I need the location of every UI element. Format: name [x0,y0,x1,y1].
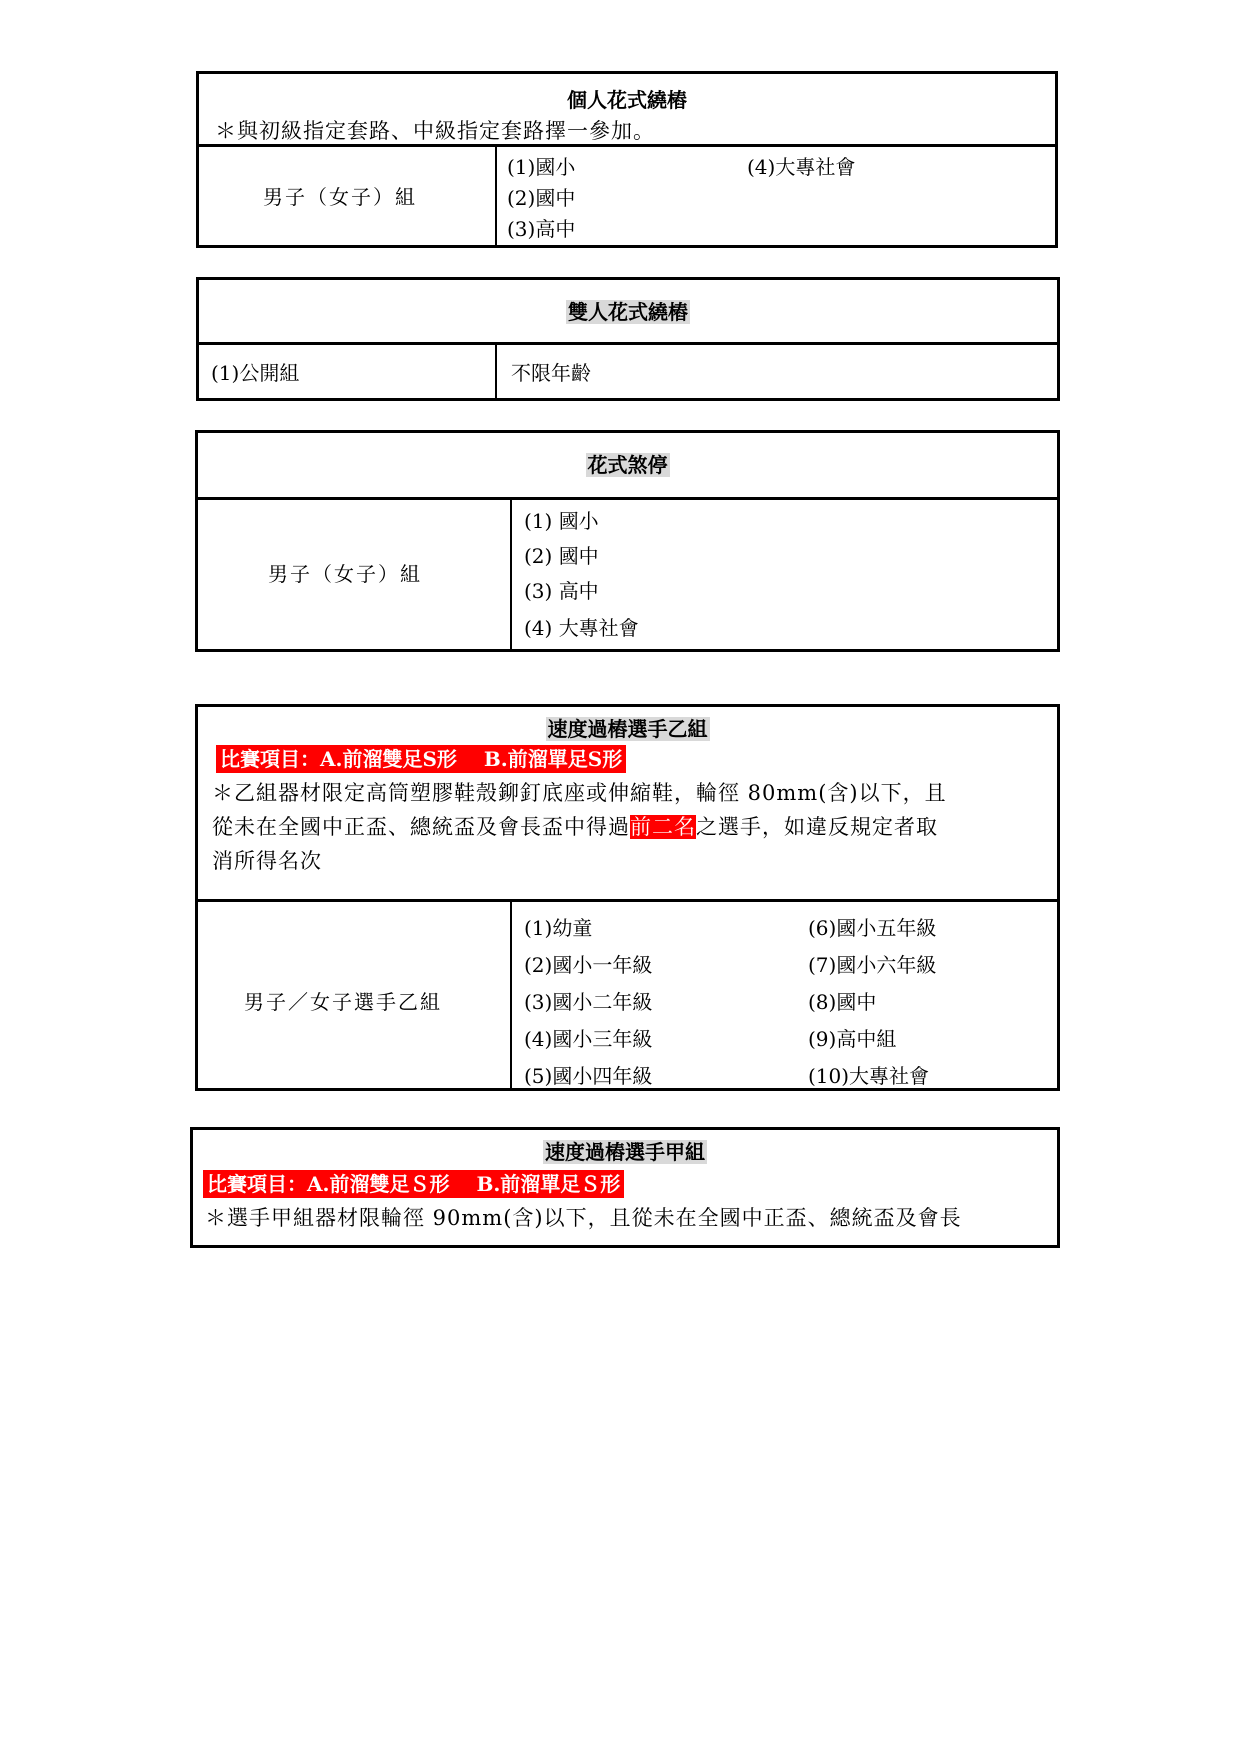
list-item: (4) 大專社會 [524,616,639,640]
table-title: 速度過樁選手乙組 [547,717,708,741]
list-item: (1)國小 [507,155,576,179]
events-banner: 比賽項目：A.前溜雙足Ｓ形 B.前溜單足Ｓ形 [203,1168,624,1197]
list-item: (6)國小五年級 [808,916,937,940]
table-speed-slalom-a [190,1127,1060,1248]
table-individual-freestyle [196,71,1058,248]
age-label: 不限年齡 [511,361,591,385]
group-label: (1)公開組 [211,361,300,385]
list-item: (5)國小四年級 [524,1064,653,1088]
list-item: (8)國中 [808,990,877,1014]
list-item: (1)幼童 [524,916,593,940]
rule-note-line-1: ＊乙組器材限定高筒塑膠鞋殼鉚釘底座或伸縮鞋，輪徑 80mm(含)以下，且 [212,781,947,805]
list-item: (3) 高中 [524,579,599,603]
table-title: 雙人花式繞樁 [568,300,688,324]
table-body-row [198,497,1057,649]
table-body-row [198,899,1057,1088]
table-body-row [199,342,1057,398]
table-freestyle-braking [195,430,1060,652]
list-item: (4)國小三年級 [524,1027,653,1051]
list-item: (3)國小二年級 [524,990,653,1014]
table-title: 花式煞停 [587,453,668,477]
list-item: (3)高中 [507,217,576,241]
list-item: (9)高中組 [808,1027,897,1051]
rule-note: ＊選手甲組器材限輪徑 90mm(含)以下，且從未在全國中正盃、總統盃及會長 [205,1206,962,1230]
highlight-top-two: 前二名 [630,815,696,839]
table-note: ＊與初級指定套路、中級指定套路擇一參加。 [215,119,655,143]
list-item: (2)國小一年級 [524,953,653,977]
table-title: 個人花式繞樁 [567,88,687,112]
events-banner: 比賽項目：A.前溜雙足S形 B.前溜單足S形 [216,743,626,772]
rule-note-line-2: 從未在全國中正盃、總統盃及會長盃中得過前二名之選手，如違反規定者取 [212,815,938,839]
list-item: (1) 國小 [524,509,599,533]
list-item: (2)國中 [507,186,576,210]
list-item: (4)大專社會 [747,155,856,179]
group-label: 男子（女子）組 [268,562,422,586]
list-item: (7)國小六年級 [808,953,937,977]
table-body-row [199,144,1055,245]
rule-note-line-3: 消所得名次 [212,849,322,873]
table-pair-freestyle [196,277,1060,401]
group-label: 男子（女子）組 [263,185,417,209]
list-item: (10)大專社會 [808,1064,930,1088]
table-speed-slalom-b [195,704,1060,1091]
list-item: (2) 國中 [524,544,599,568]
table-title: 速度過樁選手甲組 [545,1140,705,1164]
group-label: 男子／女子選手乙組 [244,990,442,1014]
